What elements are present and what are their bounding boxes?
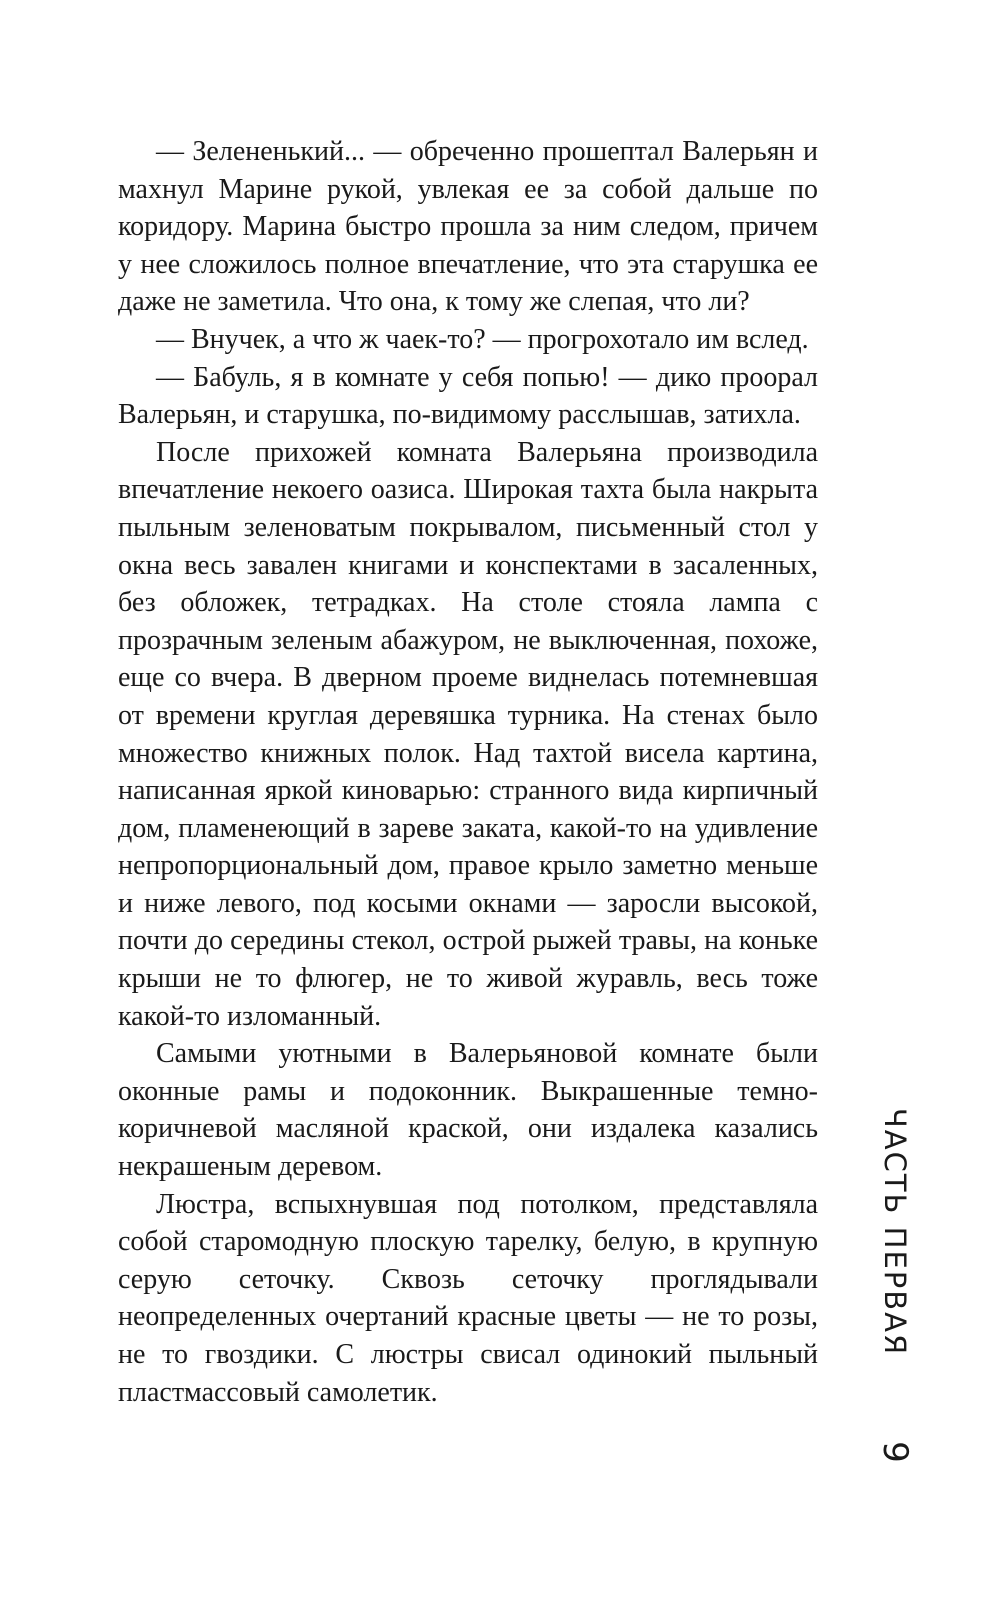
body-text <box>118 133 818 1411</box>
paragraph: — Зелененький... — обреченно прошептал Валерьян и махнул Марине рукой, увлекая ее за собой дальше по коридору. Марина быстро прошла за ним следом, причем у нее сложилось полное впечатление, что эта старушка ее даже не заметила. Что она, к тому же слепая, что ли? <box>118 136 818 318</box>
paragraph: Самыми уютными в Валерьяновой комнате были оконные рамы и подоконник. Выкрашенные темно-коричневой масляной краской, они издалека казались некрашеным деревом. <box>118 1038 818 1183</box>
paragraph: — Бабуль, я в комнате у себя попью! — дико проорал Валерьян, и старушка, по-видимому расслышав, затихла. <box>118 361 818 431</box>
paragraph: — Внучек, а что ж чаек-то? — прогрохотало им вслед. <box>156 323 809 355</box>
running-head: ЧАСТЬ ПЕРВАЯ <box>878 1107 912 1357</box>
paragraph: Люстра, вспыхнувшая под потолком, представляла собой старомодную плоскую тарелку, белую, в крупную серую сеточку. Сквозь сеточку проглядывали неопределенных очертаний красные цветы — не то розы, не то гвоздики. С люстры свисал одинокий пыльный пластмассовый самолетик. <box>118 1188 818 1408</box>
page-number: 9 <box>875 1441 915 1463</box>
paragraph: После прихожей комната Валерьяна производила впечатление некоего оазиса. Широкая тахта была накрыта пыльным зеленоватым покрывалом, письменный стол у окна весь завален книгами и конспектами в засаленных, без обложек, тетрадках. На столе стояла лампа с прозрачным зеленым абажуром, не выключенная, похоже, еще со вчера. В дверном проеме виднелась потемневшая от времени круглая деревяшка турника. На стенах было множество книжных полок. Над тахтой висела картина, написанная яркой киноварью: странного вида кирпичный дом, пламенеющий в зареве заката, какой-то на удивление непропорциональный дом, правое крыло заметно меньше и ниже левого, под косыми окнами — заросли высокой, почти до середины стекол, острой рыжей травы, на коньке крыши не то флюгер, не то живой журавль, весь тоже какой-то изломанный. <box>118 436 818 1032</box>
